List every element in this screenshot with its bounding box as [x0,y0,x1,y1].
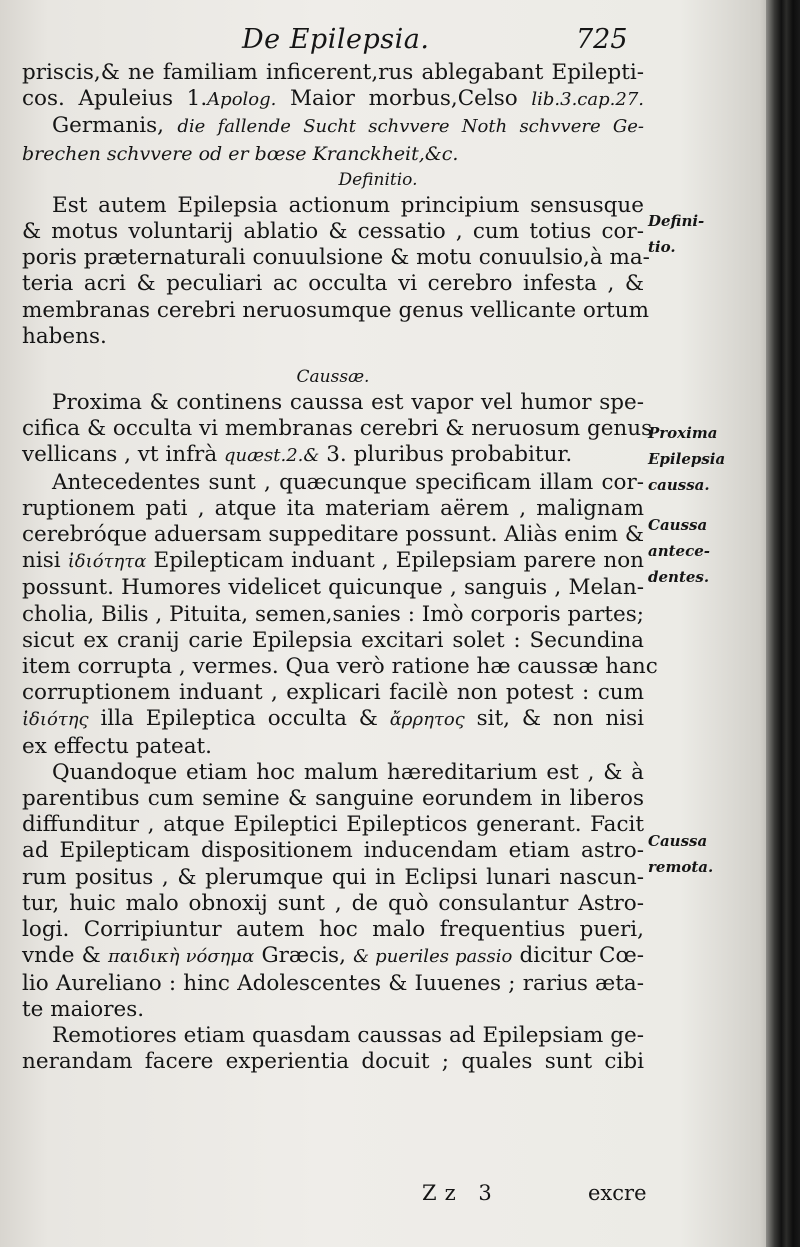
german-term: die fallende Sucht schvvere Noth schvvere Ge- [177,116,644,138]
page-footer [0,1181,760,1211]
text-line: item corrupta , vermes. Qua verò ratione hæ caussæ hanc [22,654,658,680]
text-segment: vellicans , vt infrà [22,442,224,468]
text-line: sicut ex cranij carie Epilepsia excitari solet : Secundina [22,627,644,653]
catchword: excre [588,1181,647,1205]
spacer [22,350,644,364]
book-binding [766,0,800,1247]
margin-note-line: Caussa [648,516,708,534]
margin-note-line: Epilepsia [648,450,726,468]
text-line: diffunditur , atque Epileptici Epilepticos generant. Facit [22,812,644,838]
margin-note-line: dentes. [648,568,710,586]
text-segment: dicitur Cœ- [512,943,644,969]
text-line [22,548,644,575]
section-heading-caussae: Caussæ. [296,367,370,388]
citation: Apolog. [207,89,277,111]
margin-note-line: Proxima [648,424,718,442]
margin-note-remota [648,828,760,880]
text-line: Est autem Epilepsia actionum principium sensusque [52,192,644,218]
text-line [22,86,644,113]
margin-note-line: Caussa [648,832,708,850]
text-segment: cos. Apuleius 1. [22,86,208,112]
signature-mark: Zz 3 [422,1181,500,1205]
text-line: cholia, Bilis , Pituita, semen,sanies : Imò corporis partes; [22,601,644,627]
text-line [22,706,644,733]
text-line: Remotiores etiam quasdam caussas ad Epilepsiam ge- [52,1022,644,1048]
text-segment: Germanis, [52,113,178,139]
text-line: te maiores. [22,996,145,1022]
text-line: parentibus cum semine & sanguine eorundem in liberos [22,786,644,812]
text-segment: sit, & non nisi [464,706,644,732]
section-heading-definitio: Definitio. [338,169,418,190]
text-line: & motus voluntarij ablatio & cessatio , cum totius cor- [22,219,644,245]
margin-note-line: caussa. [648,476,710,494]
body-text [22,60,658,1075]
text-segment: vnde & [22,943,108,969]
text-segment: Maior morbus,Celso [276,86,532,112]
greek-term: παιδικὴ νόσημα [107,946,255,968]
text-line: ex effectu pateat. [22,733,213,759]
latin-term: & pueriles passio [353,946,513,968]
text-segment: 3. pluribus probabitur. [319,442,573,468]
citation: quæst.2.& [223,445,320,467]
text-line: Proxima & continens caussa est vapor vel humor spe- [52,390,644,416]
text-line: tur, huic malo obnoxij sunt , de quò consulantur Astro- [22,890,644,916]
text-line: habens. [22,323,107,349]
text-line: cerebróque aduersam suppeditare possunt. Aliàs enim & [22,522,645,548]
page-header [0,24,760,64]
text-line: membranas cerebri neruosumque genus vellicante ortum [22,297,650,323]
text-line: rum positus , & plerumque qui in Eclipsi lunari nascun- [22,864,644,890]
margin-note-proxima [648,420,760,498]
margin-note-line: Defini- [648,212,705,230]
running-title: De Epilepsia. [242,24,430,55]
text-line [22,113,644,140]
text-segment: Epilepticam induant , Epilepsiam parere non [146,548,644,574]
text-line: nerandam facere experientia docuit ; quales sunt cibi [22,1049,644,1075]
margin-note-line: tio. [648,238,676,256]
page-number: 725 [576,24,628,55]
text-line: teria acri & peculiari ac occulta vi cerebro infesta , & [22,271,644,297]
text-segment: Græcis, [254,943,354,969]
text-line: lio Aureliano : hinc Adolescentes & Iuuenes ; rarius æta- [22,970,644,996]
text-line: Antecedentes sunt , quæcunque specificam illam cor- [52,469,644,495]
text-line: Quandoque etiam hoc malum hæreditarium est , & à [52,759,644,785]
margin-note-definitio [648,208,760,260]
greek-term: ἰδιότητα [67,551,147,573]
greek-term: ἄρρητος [389,709,465,731]
text-line: ad Epilepticam dispositionem inducendam etiam astro- [22,838,644,864]
text-line [22,442,644,469]
text-line: logi. Corripiuntur autem hoc malo frequentius pueri, [22,917,644,943]
text-line: possunt. Humores videlicet quicunque , sanguis , Melan- [22,575,644,601]
text-line: priscis,& ne familiam inficerent,rus ablegabant Epilepti- [22,60,644,85]
text-line [22,943,644,970]
margin-note-line: remota. [648,858,714,876]
margin-note-antecedentes [648,512,760,590]
text-segment: nisi [22,548,68,574]
text-line: cifica & occulta vi membranas cerebri & neruosum genus [22,416,653,442]
text-line: corruptionem induant , explicari facilè non potest : cum [22,680,644,706]
greek-term: ἰδιότης [22,709,89,731]
text-line: brechen schvvere od er bœse Kranckheit,&c. [22,142,459,165]
margin-note-line: antece- [648,542,710,560]
citation: lib.3.cap.27. [531,89,644,111]
text-line: ruptionem pati , atque ita materiam aërem , malignam [22,495,644,521]
text-segment: illa Epileptica occulta & [88,706,390,732]
text-line: poris præternaturali conuulsione & motu conuulsio,à ma- [22,245,650,271]
